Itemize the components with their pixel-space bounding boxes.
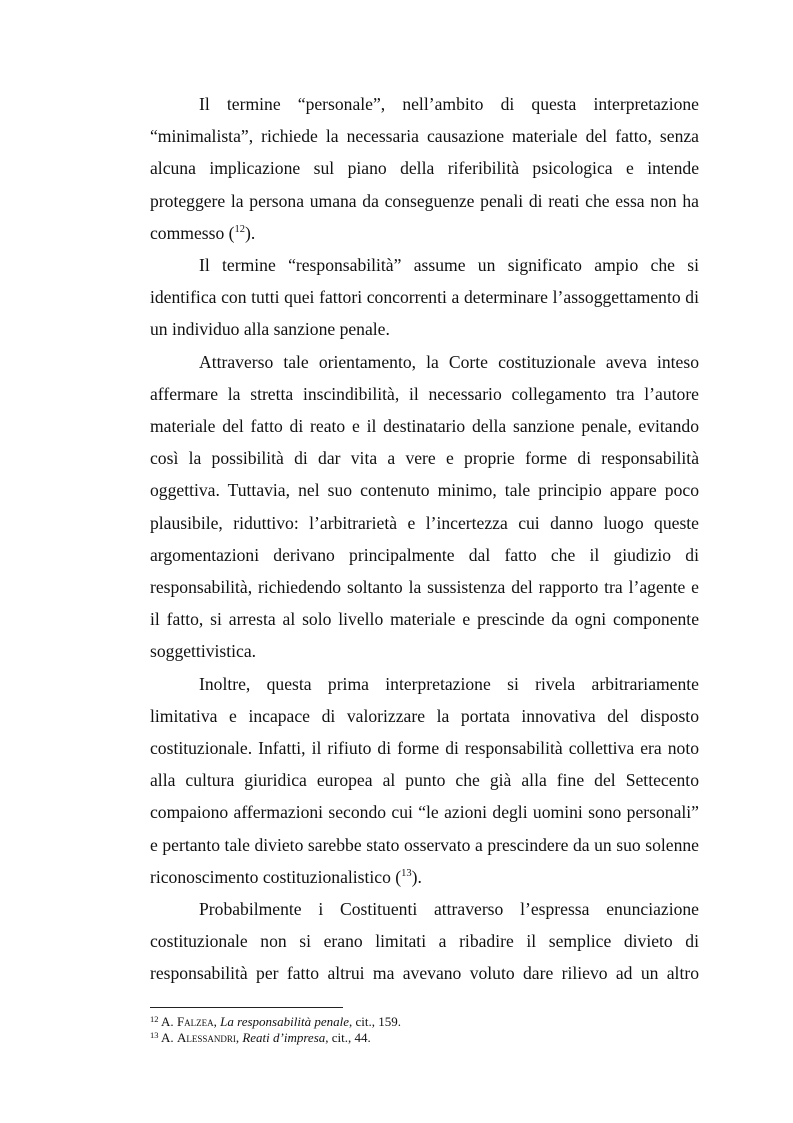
footnote-initial: A.: [161, 1029, 174, 1045]
footnote-number: 13: [150, 1029, 159, 1040]
paragraph-text: ).: [245, 222, 256, 243]
paragraph: [150, 668, 699, 893]
footnote: $^{12}$ A. Falzea, La responsabilità penale, cit., 159.: [150, 1014, 401, 1029]
footnote-title: Reati d’impresa: [242, 1029, 326, 1045]
footnote-ref: 12: [234, 223, 246, 235]
paragraph: Il termine “responsabilità” assume un significato ampio che si identifica con tutti quei fattori concorrenti a determinare l’assoggettamento di un individuo alla sanzione penale.: [150, 255, 699, 340]
footnote-citation: , cit., 44.: [325, 1029, 371, 1045]
footnote: $^{13}$ A. Alessandri, Reati d’impresa, cit., 44.: [150, 1029, 371, 1045]
body-text: [150, 88, 699, 990]
paragraph: Attraverso tale orientamento, la Corte costituzionale aveva inteso affermare la stretta inscindibilità, il necessario collegamento tra l’autore materiale del fatto di reato e il destinatario della sanzione penale, evitando così la possibilità di dar vita a vere e proprie forme di responsabilità oggettiva. Tuttavia, nel suo contenuto minimo, tale principio appare poco plausibile, riduttivo: l’arbitrarietà e l’incertezza cui danno luogo queste argomentazioni derivano principalmente dal fatto che il giudizio di responsabilità, richiedendo soltanto la sussistenza del rapporto tra l’agente e il fatto, si arresta al solo livello materiale e prescinde da ogni componente soggettivistica.: [150, 351, 699, 662]
paragraph: [150, 88, 699, 249]
footnote-title: La responsabilità penale: [220, 1014, 349, 1029]
footnote-author: Falzea: [176, 1014, 214, 1029]
footnote-number: 12: [150, 1014, 159, 1024]
footnotes: [150, 1014, 699, 1045]
paragraph-text: ).: [411, 866, 422, 887]
footnote-initial: A.: [161, 1014, 174, 1029]
footnote-ref: 13: [401, 867, 412, 879]
footnote-separator: [150, 1007, 343, 1008]
footnote-citation: , cit., 159.: [348, 1014, 401, 1029]
footnote-author: Alessandri: [176, 1029, 236, 1045]
paragraph-text: Inoltre, questa prima interpretazione si rivela arbitrariamente limitativa e incapace di valorizzare la portata innovativa del disposto costituzionale. Infatti, il rifiuto di forme di responsabilità collettiva era noto alla cultura giuridica europea al punto che già alla fine del Settecento compaiono affermazioni secondo cui “le azioni degli uomini sono personali” e pertanto tale divieto sarebbe stato osservato a prescindere da un suo solenne riconoscimento costituzionalistico (: [150, 673, 699, 887]
paragraph-text: Il termine “personale”, nell’ambito di questa interpretazione “minimalista”, richiede la necessaria causazione materiale del fatto, senza alcuna implicazione sul piano della riferibilità psicologica e intende proteggere la persona umana da conseguenze penali di reati che essa non ha commesso (: [150, 94, 699, 243]
paragraph: Probabilmente i Costituenti attraverso l’espressa enunciazione costituzionale non si erano limitati a ribadire il semplice divieto di responsabilità per fatto altrui ma avevano voluto dare rilievo ad un altro: [150, 899, 699, 984]
